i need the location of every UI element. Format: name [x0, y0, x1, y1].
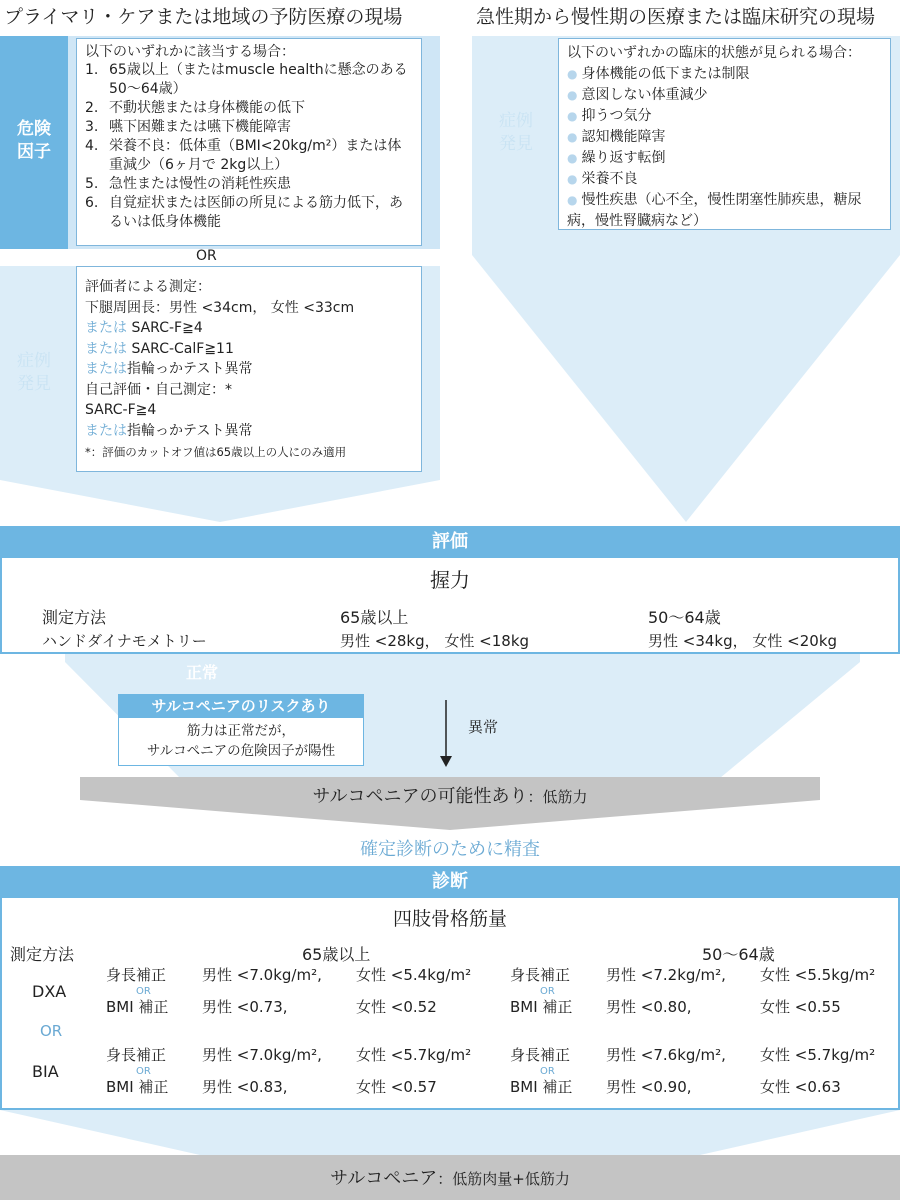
diagnosis-band: 診断 [0, 866, 900, 898]
risk-item-text: 65歳以上（またはmuscle healthに懸念のある 50〜64歳） [109, 62, 408, 97]
case-left-line-text: 評価者による測定： [85, 279, 211, 295]
bmi-female-cutoff: 女性 <0.52 [356, 998, 437, 1016]
eval-50-header: 50〜64歳 [648, 608, 721, 627]
case-finding-left-label: 症例 発見 [17, 351, 51, 394]
eval-50-value: 男性 <34kg， 女性 <20kg [648, 632, 838, 650]
case-finding-right-box [558, 38, 891, 230]
case-left-or-prefix: または [85, 361, 127, 377]
height-female-cutoff: 女性 <5.5kg/m² [760, 966, 876, 984]
height-correction-label: 身長補正 [106, 966, 167, 984]
evaluation-title: 握力 [430, 568, 470, 592]
possible-sub: ：低筋力 [527, 788, 588, 806]
case-right-intro: 以下のいずれかの臨床的状態が見られる場合： [567, 45, 861, 61]
risk-item-text: 栄養不良：低体重（BMI<20kg/m²）または体重減少（6ヶ月で 2kg以上） [109, 138, 402, 173]
risk-item-text: 急性または慢性の消耗性疾患 [109, 176, 291, 192]
case-left-line-text: SARC-CalF≧11 [127, 340, 234, 357]
risk-item-number: 1. [85, 62, 99, 78]
risk-item-number: 2. [85, 100, 99, 116]
height-male-cutoff: 男性 <7.6kg/m², [606, 1046, 726, 1064]
height-male-cutoff: 男性 <7.0kg/m², [202, 1046, 322, 1064]
risk-box-title: サルコペニアのリスクあり [119, 695, 363, 718]
bullet-icon: ● [567, 193, 578, 207]
bullet-icon: ● [567, 88, 578, 102]
risk-item [85, 99, 413, 118]
risk-box [118, 694, 364, 766]
height-correction-label: 身長補正 [510, 1046, 571, 1064]
evaluation-band: 評価 [0, 526, 900, 558]
case-left-line [85, 298, 413, 319]
case-left-line [85, 400, 413, 421]
risk-intro: 以下のいずれかに該当する場合： [85, 44, 295, 60]
case-right-item-text: 栄養不良 [581, 171, 638, 187]
case-left-line [85, 277, 413, 298]
height-male-cutoff: 男性 <7.0kg/m², [202, 966, 322, 984]
case-right-item-text: 身体機能の低下または制限 [581, 66, 750, 82]
risk-item-number: 3. [85, 119, 99, 135]
height-female-cutoff: 女性 <5.7kg/m² [356, 1046, 472, 1064]
risk-item-text: 自覚症状または医師の所見による筋力低下，あるいは低身体機能 [109, 195, 403, 230]
final-sarcopenia [0, 1164, 900, 1190]
or-label: OR [196, 248, 217, 264]
case-left-footnote: *：評価のカットオフ値は65歳以上の人にのみ適用 [85, 445, 347, 459]
case-left-line-text: 指輪っかテスト異常 [127, 361, 253, 377]
diagnosis-funnel [0, 1110, 900, 1155]
eval-method-label: 測定方法 [42, 608, 107, 627]
case-right-item [567, 190, 882, 232]
case-left-lines [85, 277, 413, 441]
risk-list [85, 61, 413, 232]
risk-item-text: 嚥下困難または嚥下機能障害 [109, 119, 291, 135]
bmi-correction-label: BMI 補正 [510, 998, 573, 1016]
risk-item [85, 194, 413, 232]
possible-main: サルコペニアの可能性あり [312, 786, 528, 807]
bmi-female-cutoff: 女性 <0.55 [760, 998, 841, 1016]
case-right-item-text: 慢性疾患（心不全，慢性閉塞性肺疾患，糖尿病，慢性腎臓病など） [567, 192, 862, 229]
diag-50-header: 50〜64歳 [702, 945, 775, 964]
risk-item [85, 175, 413, 194]
eval-65-value: 男性 <28kg， 女性 <18kg [340, 632, 530, 650]
diag-between-or: OR [40, 1022, 63, 1040]
risk-box-line1: 筋力は正常だが， [187, 723, 295, 739]
case-right-item-text: 認知機能障害 [581, 129, 666, 145]
case-left-line [85, 421, 413, 442]
diag-method-label: 測定方法 [10, 945, 75, 964]
case-right-item [567, 85, 882, 106]
case-finding-left-box [76, 266, 422, 472]
height-correction-label: 身長補正 [106, 1046, 167, 1064]
risk-factor-box [76, 38, 422, 246]
diag-method: BIA [32, 1062, 59, 1081]
abnormal-label: 異常 [468, 718, 499, 736]
risk-item-text: 不動状態または身体機能の低下 [109, 100, 305, 116]
case-right-item [567, 106, 882, 127]
final-sub: ：低筋肉量+低筋力 [437, 1170, 570, 1188]
case-right-item-text: 繰り返す転倒 [581, 150, 666, 166]
height-correction-label: 身長補正 [510, 966, 571, 984]
small-or-label: OR [540, 986, 555, 997]
bullet-icon: ● [567, 151, 578, 165]
bmi-correction-label: BMI 補正 [106, 1078, 169, 1096]
bullet-icon: ● [567, 130, 578, 144]
normal-label: 正常 [186, 663, 219, 682]
bullet-icon: ● [567, 67, 578, 81]
left-header: プライマリ・ケアまたは地域の予防医療の現場 [4, 6, 403, 28]
risk-factor-label: 危険 因子 [17, 119, 51, 162]
risk-item [85, 61, 413, 99]
case-left-line [85, 318, 413, 339]
bmi-male-cutoff: 男性 <0.80, [606, 998, 692, 1016]
risk-box-line2: サルコペニアの危険因子が陽性 [146, 743, 336, 759]
case-left-line-text: SARC-F≧4 [127, 320, 203, 336]
case-left-line [85, 380, 413, 401]
case-left-line-text: 自己評価・自己測定：* [85, 381, 232, 398]
risk-item-number: 5. [85, 176, 99, 192]
case-right-item-text: 意図しない体重減少 [581, 87, 708, 103]
diagnosis-title: 四肢骨格筋量 [392, 908, 507, 930]
bullet-icon: ● [567, 109, 578, 123]
bmi-female-cutoff: 女性 <0.63 [760, 1078, 841, 1096]
case-right-item [567, 169, 882, 190]
case-right-list [567, 64, 882, 232]
bmi-correction-label: BMI 補正 [106, 998, 169, 1016]
height-female-cutoff: 女性 <5.7kg/m² [760, 1046, 876, 1064]
height-male-cutoff: 男性 <7.2kg/m², [606, 966, 726, 984]
diagnosis-box [0, 898, 900, 1110]
small-or-label: OR [136, 986, 151, 997]
right-header: 急性期から慢性期の医療または臨床研究の現場 [476, 6, 876, 28]
case-right-item [567, 127, 882, 148]
case-right-item [567, 148, 882, 169]
bmi-correction-label: BMI 補正 [510, 1078, 573, 1096]
bullet-icon: ● [567, 172, 578, 186]
bmi-male-cutoff: 男性 <0.83, [202, 1078, 288, 1096]
possible-sarcopenia [80, 782, 820, 808]
case-left-line-text: 指輪っかテスト異常 [127, 422, 253, 439]
bmi-male-cutoff: 男性 <0.90, [606, 1078, 692, 1096]
eval-65-header: 65歳以上 [340, 608, 409, 627]
detail-exam-text: 確定診断のために精査 [360, 839, 540, 860]
height-female-cutoff: 女性 <5.4kg/m² [356, 966, 472, 984]
diag-method: DXA [32, 982, 67, 1001]
diag-65-header: 65歳以上 [302, 945, 371, 964]
case-right-item [567, 64, 882, 85]
case-left-or-prefix: または [85, 422, 127, 439]
small-or-label: OR [136, 1066, 151, 1077]
case-left-line-text: 下腿周囲長：男性 <34cm， 女性 <33cm [85, 299, 355, 316]
eval-method: ハンドダイナモメトリー [42, 632, 207, 650]
case-left-or-prefix: または [85, 320, 127, 336]
case-left-or-prefix: または [85, 340, 127, 357]
small-or-label: OR [540, 1066, 555, 1077]
bmi-female-cutoff: 女性 <0.57 [356, 1078, 437, 1096]
case-left-line-text: SARC-F≧4 [85, 402, 157, 418]
risk-item-number: 6. [85, 195, 99, 211]
risk-item [85, 137, 413, 175]
risk-item-number: 4. [85, 138, 99, 154]
bmi-male-cutoff: 男性 <0.73, [202, 998, 288, 1016]
case-finding-right-label: 症例 発見 [499, 111, 533, 154]
case-left-line [85, 359, 413, 380]
case-left-line [85, 339, 413, 360]
evaluation-box [0, 558, 900, 654]
risk-item [85, 118, 413, 137]
final-main: サルコペニア [330, 1168, 438, 1189]
case-right-item-text: 抑うつ気分 [581, 108, 652, 124]
